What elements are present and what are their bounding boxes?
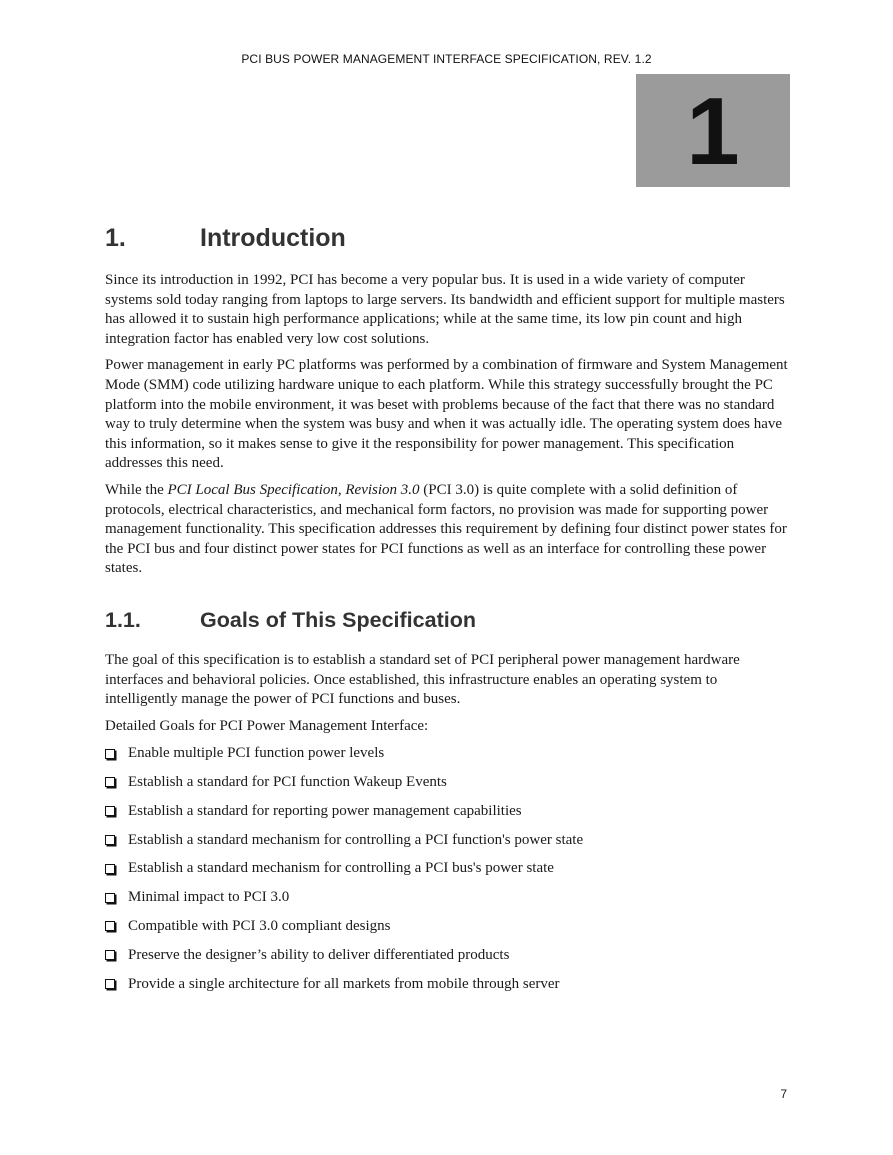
- section-number: 1.1.: [105, 607, 141, 632]
- checkbox-bullet-icon: [105, 864, 115, 874]
- list-item-text: Establish a standard for reporting power management capabilities: [128, 802, 522, 819]
- list-item: [105, 941, 790, 970]
- section-heading-introduction: [105, 222, 790, 254]
- list-item-text: Preserve the designer’s ability to deliver differentiated products: [128, 946, 510, 963]
- checkbox-bullet-icon: [105, 777, 115, 787]
- paragraph-text: (PCI 3.0) is quite complete with a solid definition of protocols, electrical characteristics, and mechanical form factors, no provision was made for supporting power management functionality. This specification addresses this requirement by defining four distinct power states for the PCI bus and four distinct power states for PCI functions as well as an interface for controlling these power states.: [105, 481, 787, 577]
- list-item: [105, 912, 790, 941]
- spec-reference: PCI Local Bus Specification, Revision 3.0: [167, 481, 420, 498]
- list-item: [105, 826, 790, 855]
- list-item: [105, 883, 790, 912]
- page-number: 7: [780, 1087, 787, 1101]
- checkbox-bullet-icon: [105, 806, 115, 816]
- list-item: [105, 768, 790, 797]
- chapter-number: 1: [686, 77, 740, 185]
- list-item: [105, 854, 790, 883]
- goals-list: [105, 739, 790, 998]
- list-item-text: Establish a standard for PCI function Wakeup Events: [128, 773, 447, 790]
- goals-list-intro: Detailed Goals for PCI Power Management Interface:: [105, 717, 429, 734]
- checkbox-bullet-icon: [105, 749, 115, 759]
- section-number: 1.: [105, 224, 126, 252]
- intro-paragraph-2: Power management in early PC platforms was performed by a combination of firmware and System Management Mode (SMM) code utilizing hardware unique to each platform. While this strategy successfully brought the PC platform into the mobile environment, it was beset with problems because of the fact that there was no standard way to truly determine when the system was busy and when it was actually idle. The operating system does have this information, so it makes sense to give it the responsibility for power management. This specification addresses this need.: [105, 357, 788, 472]
- list-item-text: Establish a standard mechanism for controlling a PCI bus's power state: [128, 860, 554, 877]
- list-item-text: Compatible with PCI 3.0 compliant designs: [128, 917, 391, 934]
- list-item-text: Establish a standard mechanism for controlling a PCI function's power state: [128, 831, 584, 848]
- running-header: PCI BUS POWER MANAGEMENT INTERFACE SPECIFICATION, REV. 1.2: [241, 52, 652, 66]
- list-item-text: Enable multiple PCI function power levels: [128, 745, 385, 762]
- section-heading-goals: [105, 606, 790, 634]
- intro-paragraph-3: [105, 481, 790, 579]
- list-item-text: Minimal impact to PCI 3.0: [128, 889, 290, 906]
- page-content: [105, 222, 790, 998]
- checkbox-bullet-icon: [105, 979, 115, 989]
- section-title: Introduction: [200, 224, 346, 252]
- list-item: [105, 970, 790, 999]
- list-item-text: Provide a single architecture for all markets from mobile through server: [128, 975, 560, 992]
- checkbox-bullet-icon: [105, 893, 115, 903]
- checkbox-bullet-icon: [105, 835, 115, 845]
- list-item: [105, 739, 790, 768]
- chapter-number-block: [636, 74, 790, 187]
- list-item: [105, 797, 790, 826]
- section-title: Goals of This Specification: [200, 607, 476, 632]
- paragraph-text: While the: [105, 481, 168, 498]
- intro-paragraph-1: Since its introduction in 1992, PCI has become a very popular bus. It is used in a wide variety of computer systems sold today ranging from laptops to large servers. Its bandwidth and efficient support for multiple masters has allowed it to sustain high performance applications; while at the same time, its low pin count and high integration factor has enabled very low cost solutions.: [105, 272, 785, 347]
- checkbox-bullet-icon: [105, 921, 115, 931]
- goals-paragraph: The goal of this specification is to establish a standard set of PCI peripheral power management hardware interfaces and behavioral policies. Once established, this infrastructure enables an operating system to intelligently manage the power of PCI functions and buses.: [105, 651, 740, 708]
- checkbox-bullet-icon: [105, 950, 115, 960]
